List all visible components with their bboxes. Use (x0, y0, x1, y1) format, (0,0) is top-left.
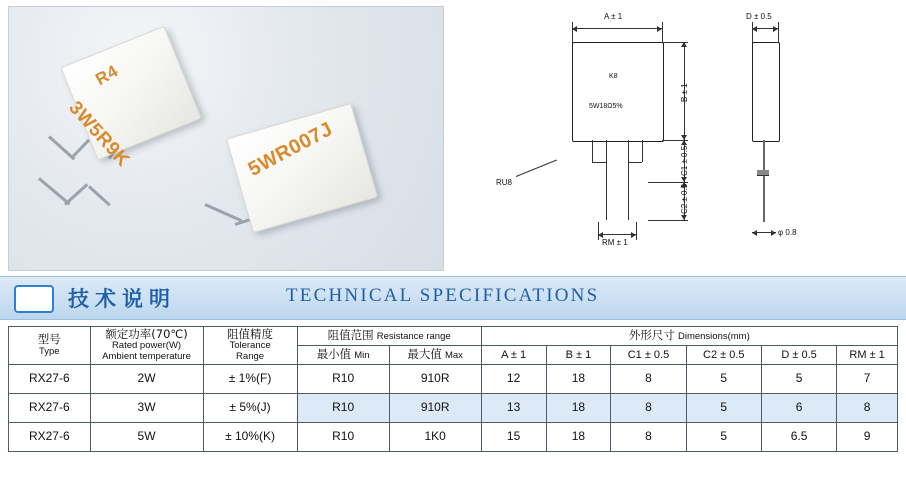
specifications-table (8, 326, 898, 452)
cell-tolerance: ± 5%(J) (203, 394, 297, 423)
cell-tolerance: ± 10%(K) (203, 423, 297, 452)
ext-line (636, 222, 637, 240)
header-power-en1: Rated power(W) (111, 340, 182, 352)
cell-power: 2W (90, 365, 203, 394)
front-view-body (572, 42, 664, 142)
cell-d: 5 (761, 365, 836, 394)
resistor2-marking-line1: 5WR007J (244, 118, 337, 181)
cell-max: 910R (389, 394, 481, 423)
header-type-cn: 型号 (37, 332, 61, 347)
lead-long (606, 140, 607, 220)
product-photo (8, 6, 444, 271)
cell-rm: 9 (837, 423, 898, 452)
dim-label-c2: C2 ± 0.5 (680, 183, 689, 214)
cell-a: 15 (481, 423, 546, 452)
cell-d: 6 (761, 394, 836, 423)
table-row (9, 365, 898, 394)
header-max-cn: 最大值 (407, 347, 442, 362)
header-power-en2: Ambient temperature (102, 351, 191, 363)
cell-rm: 8 (837, 394, 898, 423)
header-dim-d: D ± 0.5 (761, 346, 836, 365)
header-tolerance-en1: Tolerance (229, 340, 271, 352)
header-min-en: Min (354, 350, 370, 362)
header-dim-c1: C1 ± 0.5 (611, 346, 686, 365)
dim-line-a (572, 28, 662, 29)
ext-line (778, 22, 779, 44)
section-title-cn: 技术说明 (68, 287, 176, 311)
resistor1-marking-line1: R4 (92, 61, 122, 90)
dim-label-rm: RM ± 1 (602, 238, 628, 247)
cell-type: RX27-6 (9, 365, 91, 394)
table-row (9, 394, 898, 423)
ext-line (648, 220, 688, 221)
lead-note-label: RU8 (496, 178, 513, 187)
cell-min: R10 (297, 394, 389, 423)
cell-b: 18 (546, 365, 611, 394)
section-icon (14, 285, 54, 313)
ext-line (648, 182, 688, 183)
cell-a: 12 (481, 365, 546, 394)
arrow-icon (771, 230, 776, 236)
cell-type: RX27-6 (9, 394, 91, 423)
leader-line (516, 160, 557, 177)
lead-bend (628, 162, 642, 163)
cell-c1: 8 (611, 423, 686, 452)
section-title-band (0, 276, 906, 320)
header-dim-b: B ± 1 (546, 346, 611, 365)
header-tolerance-cn: 阻值精度 (227, 327, 274, 341)
ext-line (662, 42, 688, 43)
header-resistance-range-cn: 阻值范围 (327, 328, 374, 343)
ext-line (598, 222, 599, 240)
lead-vertical (592, 140, 593, 162)
cell-rm: 7 (837, 365, 898, 394)
header-resistance-range-en: Resistance range (376, 331, 451, 343)
header-tolerance (203, 327, 297, 365)
cell-c1: 8 (611, 394, 686, 423)
header-max-en: Max (444, 350, 463, 362)
side-lead (763, 140, 765, 222)
header-dim-rm: RM ± 1 (837, 346, 898, 365)
header-resistance-min (297, 346, 389, 365)
cell-max: 1K0 (389, 423, 481, 452)
cell-tolerance: ± 1%(F) (203, 365, 297, 394)
cell-power: 5W (90, 423, 203, 452)
header-dim-c2: C2 ± 0.5 (686, 346, 761, 365)
cell-max: 910R (389, 365, 481, 394)
header-dimensions-en: Dimensions(mm) (677, 331, 750, 343)
lead-long (628, 140, 629, 220)
resistor1-marking-line2: 3W5R9K (64, 97, 134, 172)
header-min-cn: 最小值 (316, 347, 352, 362)
header-resistance-max (389, 346, 481, 365)
cell-power: 3W (90, 394, 203, 423)
section-title-en: TECHNICAL SPECIFICATIONS (286, 285, 600, 306)
mechanical-drawing (452, 0, 906, 276)
header-power-cn: 额定功率(70℃) (105, 327, 188, 341)
table-row (9, 423, 898, 452)
cell-b: 18 (546, 394, 611, 423)
lead-bend (592, 162, 606, 163)
dim-label-b: B ± 1 (680, 83, 689, 102)
cell-a: 13 (481, 394, 546, 423)
cell-min: R10 (297, 423, 389, 452)
specifications-table-wrapper (8, 326, 898, 452)
front-marking-bottom: 5W18Ω5% (589, 103, 623, 110)
ext-line (662, 140, 688, 141)
cell-min: R10 (297, 365, 389, 394)
dim-label-phi: φ 0.8 (778, 228, 797, 237)
cell-c2: 5 (686, 423, 761, 452)
ext-line (752, 22, 753, 44)
arrow-icon (752, 230, 757, 236)
dim-label-a: A ± 1 (604, 12, 623, 21)
ext-line (662, 22, 663, 44)
table-header-row-1 (9, 327, 898, 346)
cell-c2: 5 (686, 394, 761, 423)
side-view-body (752, 42, 780, 142)
ext-line (572, 22, 573, 44)
header-dimensions (481, 327, 897, 346)
dim-label-c1: C1 ± 0.5 (680, 145, 689, 176)
header-dimensions-cn: 外形尺寸 (628, 328, 675, 343)
dim-label-d: D ± 0.5 (746, 12, 772, 21)
side-lead-pad (757, 170, 769, 176)
header-tolerance-en2: Range (236, 351, 265, 363)
cell-type: RX27-6 (9, 423, 91, 452)
header-dim-a: A ± 1 (481, 346, 546, 365)
cell-d: 6.5 (761, 423, 836, 452)
header-type (9, 327, 91, 365)
front-marking-top: K8 (609, 73, 618, 80)
lead-vertical (642, 140, 643, 162)
header-power (90, 327, 203, 365)
cell-c2: 5 (686, 365, 761, 394)
cell-b: 18 (546, 423, 611, 452)
header-type-en: Type (38, 345, 60, 357)
cell-c1: 8 (611, 365, 686, 394)
header-resistance-range (297, 327, 481, 346)
